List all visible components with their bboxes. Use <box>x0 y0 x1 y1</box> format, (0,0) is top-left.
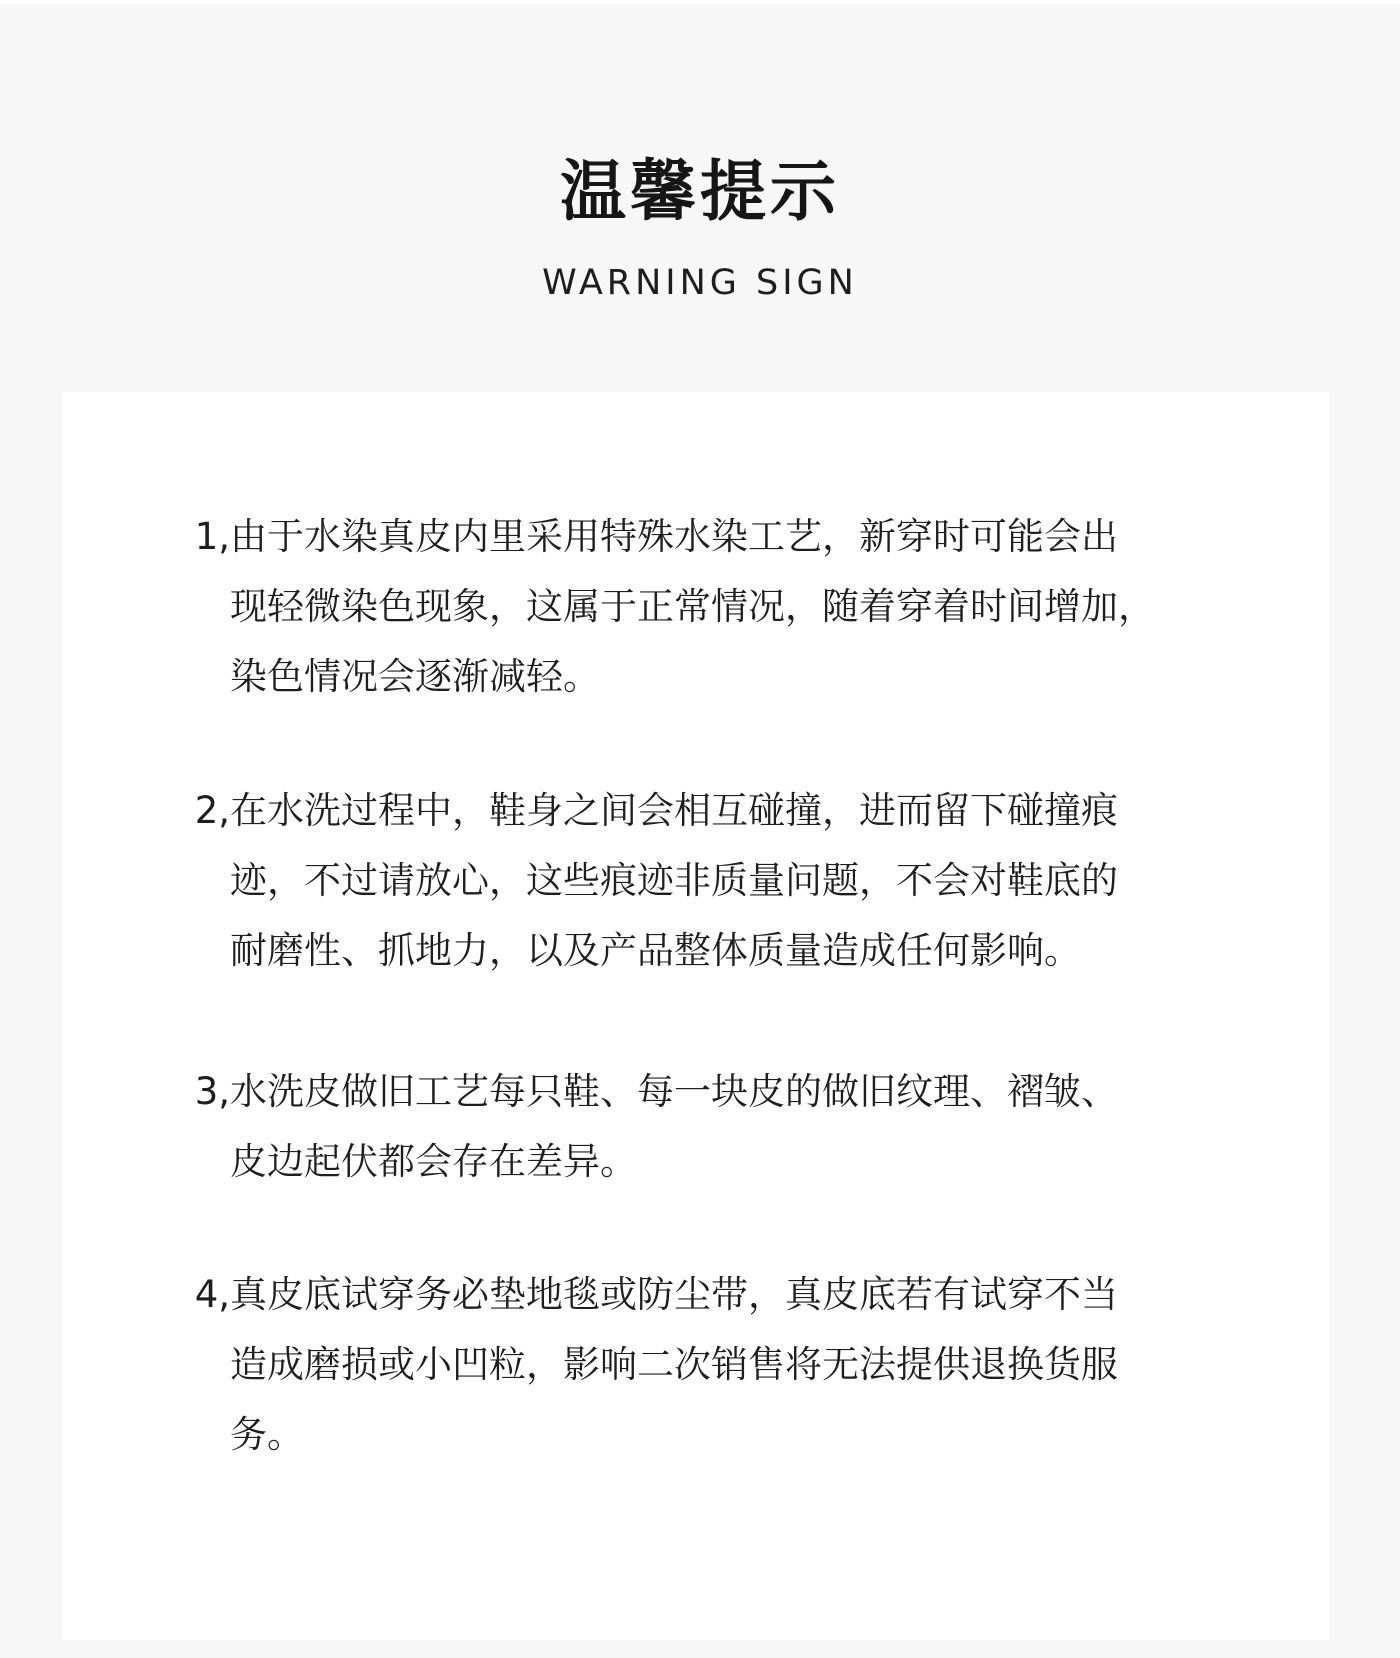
notice-line: 务。 <box>230 1413 304 1456</box>
notice-line: 在水洗过程中，鞋身之间会相互碰撞，进而留下碰撞痕 <box>230 789 1118 832</box>
notice-number: 1, <box>194 515 230 558</box>
notice-number: 4, <box>194 1273 230 1316</box>
notice-line: 皮边起伏都会存在差异。 <box>230 1140 637 1183</box>
notice-line: 造成磨损或小凹粒，影响二次销售将无法提供退换货服 <box>230 1343 1118 1386</box>
notice-line: 染色情况会逐渐减轻。 <box>230 655 600 698</box>
notice-text <box>230 1057 1230 1197</box>
page-subtitle: WARNING SIGN <box>542 263 858 303</box>
notice-line: 由于水染真皮内里采用特殊水染工艺，新穿时可能会出 <box>230 515 1118 558</box>
notice-line: 迹，不过请放心，这些痕迹非质量问题，不会对鞋底的 <box>230 859 1118 902</box>
notice-card <box>62 392 1329 1640</box>
notice-number: 3, <box>194 1070 230 1113</box>
notice-text <box>230 502 1230 712</box>
notice-line: 现轻微染色现象，这属于正常情况，随着穿着时间增加， <box>230 585 1155 628</box>
notice-text <box>230 776 1230 986</box>
notice-number: 2, <box>194 789 230 832</box>
notice-text <box>230 1260 1230 1470</box>
notice-line: 真皮底试穿务必垫地毯或防尘带，真皮底若有试穿不当 <box>230 1273 1118 1316</box>
notice-line: 耐磨性、抓地力，以及产品整体质量造成任何影响。 <box>230 929 1081 972</box>
notice-line: 水洗皮做旧工艺每只鞋、每一块皮的做旧纹理、褶皱、 <box>230 1070 1118 1113</box>
page-title: 温馨提示 <box>560 153 840 230</box>
